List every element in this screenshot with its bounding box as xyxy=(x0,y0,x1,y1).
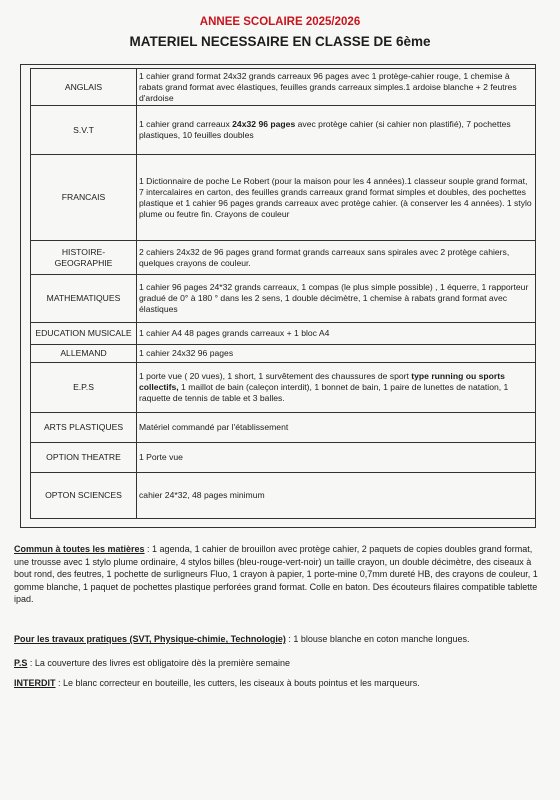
supplies-text: 1 cahier grand carreaux xyxy=(139,119,233,129)
supplies-cell: cahier 24*32, 48 pages minimum xyxy=(137,473,536,519)
subject-cell: MATHEMATIQUES xyxy=(31,275,137,323)
supplies-text: avec protège cahier (si cahier non plastifié), 7 pochettes plastiques, 10 feuilles doubles xyxy=(139,119,511,140)
table-row xyxy=(31,473,536,519)
supplies-cell: 1 Porte vue xyxy=(137,443,536,473)
common-supplies-paragraph xyxy=(14,543,546,606)
practical-work-text: : 1 blouse blanche en coton manche longues. xyxy=(285,634,470,644)
supplies-cell: 2 cahiers 24x32 de 96 pages grand format grands carreaux sans spirales avec 2 protège cahiers, quelques crayons de couleur. xyxy=(137,241,536,275)
ps-note xyxy=(14,657,546,670)
subject-cell: ARTS PLASTIQUES xyxy=(31,413,137,443)
supplies-table xyxy=(30,68,536,519)
ps-text: : La couverture des livres est obligatoire dès la première semaine xyxy=(27,658,290,668)
common-supplies-text: : 1 agenda, 1 cahier de brouillon avec protège cahier, 2 paquets de copies doubles grand format, une trousse avec 1 stylo plume ordinaire, 4 stylos billes (bleu-rouge-vert-noir) un taille crayon, un double décimètre, des ciseaux à bout rond, des feutres, 1 pochette de surligneurs Fluo, 1 crayon à papier, 1 porte-mine 0,7mm dureté HB, des crayons de couleur, 1 gomme blanche, 1 paquet de pochettes plastique perforées grand format. Colle en baton. Des écouteurs filaires compatible tablette ipad. xyxy=(14,544,538,604)
forbidden-text: : Le blanc correcteur en bouteille, les cutters, les ciseaux à bouts pointus et les marqueurs. xyxy=(55,678,420,688)
table-row xyxy=(31,413,536,443)
supplies-emphasis: type running ou sports collectifs, xyxy=(139,371,505,392)
supplies-cell xyxy=(137,106,536,155)
supplies-cell: 1 cahier grand format 24x32 grands carreaux 96 pages avec 1 protège-cahier rouge, 1 chemise à rabats grand format avec élastiques, feuilles grands carreaux simples.1 ardoise blanche + 2 feutres d'ardoise xyxy=(137,69,536,106)
subject-cell: HISTOIRE-GEOGRAPHIE xyxy=(31,241,137,275)
ps-label: P.S xyxy=(14,658,28,668)
practical-work-label: Pour les travaux pratiques (SVT, Physique-chimie, Technologie) xyxy=(14,634,286,644)
subject-cell: OPTION THEATRE xyxy=(31,443,137,473)
supplies-emphasis: 24x32 96 pages xyxy=(232,119,296,129)
table-row xyxy=(31,345,536,363)
table-row xyxy=(31,363,536,413)
page-title: MATERIEL NECESSAIRE EN CLASSE DE 6ème xyxy=(129,34,431,49)
subject-cell: E.P.S xyxy=(31,363,137,413)
supplies-cell xyxy=(137,363,536,413)
forbidden-label: INTERDIT xyxy=(14,678,56,688)
subject-cell: FRANCAIS xyxy=(31,155,137,241)
supplies-cell: 1 cahier 96 pages 24*32 grands carreaux, 1 compas (le plus simple possible) , 1 équerre, 1 rapporteur gradué de 0° à 180 ° dans les 2 sens, 1 double décimètre, 1 chemise à rabats grand format avec élastiques xyxy=(137,275,536,323)
supplies-cell: Matériel commandé par l'établissement xyxy=(137,413,536,443)
forbidden-note xyxy=(14,677,546,690)
supplies-cell: 1 cahier A4 48 pages grands carreaux + 1 bloc A4 xyxy=(137,323,536,345)
subject-cell: EDUCATION MUSICALE xyxy=(31,323,137,345)
table-row xyxy=(31,106,536,155)
supplies-text: 1 maillot de bain (caleçon interdit), 1 bonnet de bain, 1 paire de lunettes de natation, 1 raquette de tennis de table et 3 balles. xyxy=(139,382,509,403)
school-year-heading: ANNEE SCOLAIRE 2025/2026 xyxy=(199,16,361,28)
supplies-cell: 1 cahier 24x32 96 pages xyxy=(137,345,536,363)
table-row xyxy=(31,241,536,275)
common-supplies-label: Commun à toutes les matières xyxy=(14,544,145,554)
subject-cell: ALLEMAND xyxy=(31,345,137,363)
subject-cell: OPTON SCIENCES xyxy=(31,473,137,519)
table-row xyxy=(31,275,536,323)
practical-work-paragraph xyxy=(14,633,546,646)
subject-cell: ANGLAIS xyxy=(31,69,137,106)
supplies-cell: 1 Dictionnaire de poche Le Robert (pour la maison pour les 4 années).1 classeur souple grand format, 7 intercalaires en carton, des feuilles grands carreaux grand format simples et doubles, des pochettes plastique et 1 cahier 96 pages grands carreaux avec protège cahier. (à conserver les 4 années). 1 stylo plume ou feutre fin. Crayons de couleur xyxy=(137,155,536,241)
table-row xyxy=(31,69,536,106)
subject-cell: S.V.T xyxy=(31,106,137,155)
table-row xyxy=(31,443,536,473)
table-row xyxy=(31,323,536,345)
supplies-text: 1 porte vue ( 20 vues), 1 short, 1 survêtement des chaussures de sport xyxy=(139,371,412,381)
table-row xyxy=(31,155,536,241)
